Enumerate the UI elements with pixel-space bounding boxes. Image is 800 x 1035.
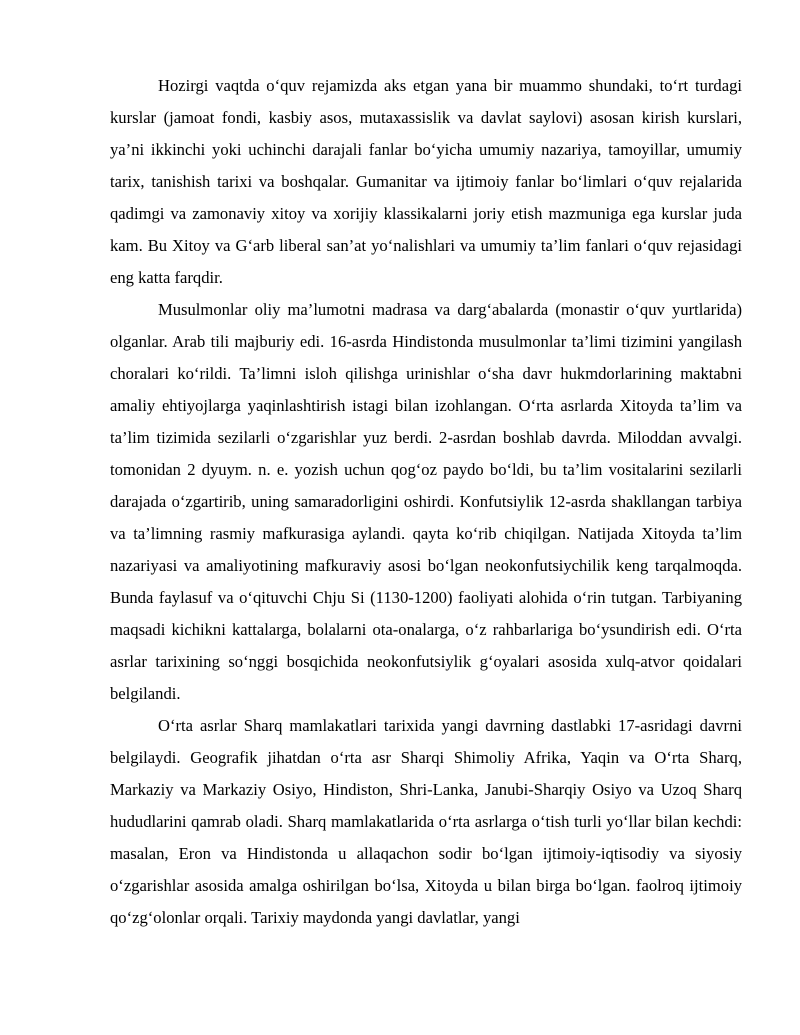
paragraph-3: O‘rta asrlar Sharq mamlakatlari tarixida yangi davrning dastlabki 17-asridagi davrni belgilaydi. Geografik jihatdan o‘rta asr Sharqi Shimoliy Afrika, Yaqin va O‘rta Sharq, Markaziy va Markaziy Osiyo, Hindiston, Shri-Lanka, Janubi-Sharqiy Osiyo va Uzoq Sharq hududlarini qamrab oladi. Sharq mamlakatlarida o‘rta asrlarga o‘tish turli yo‘llar bilan kechdi: masalan, Eron va Hindistonda u allaqachon sodir bo‘lgan ijtimoiy-iqtisodiy va siyosiy o‘zgarishlar asosida amalga oshirilgan bo‘lsa, Xitoyda u bilan birga bo‘lgan. faolroq ijtimoiy qo‘zg‘olonlar orqali. Tarixiy maydonda yangi davlatlar, yangi: [110, 716, 742, 927]
paragraph-1: Hozirgi vaqtda o‘quv rejamizda aks etgan yana bir muammo shundaki, to‘rt turdagi kurslar (jamoat fondi, kasbiy asos, mutaxassislik va davlat saylovi) asosan kirish kurslari, ya’ni ikkinchi yoki uchinchi darajali fanlar bo‘yicha umumiy nazariya, tamoyillar, umumiy tarix, tanishish tarixi va boshqalar. Gumanitar va ijtimoiy fanlar bo‘limlari o‘quv rejalarida qadimgi va zamonaviy xitoy va xorijiy klassikalarni joriy etish mazmuniga ega kurslar juda kam. Bu Xitoy va G‘arb liberal san’at yo‘nalishlari va umumiy ta’lim fanlari o‘quv rejasidagi eng katta farqdir.: [110, 76, 742, 287]
document-page: [110, 70, 742, 934]
paragraph-2: Musulmonlar oliy ma’lumotni madrasa va darg‘abalarda (monastir o‘quv yurtlarida) olganlar. Arab tili majburiy edi. 16-asrda Hindistonda musulmonlar ta’limi tizimini yangilash choralari ko‘rildi. Ta’limni isloh qilishga urinishlar o‘sha davr hukmdorlarining maktabni amaliy ehtiyojlarga yaqinlashtirish istagi bilan izohlangan. O‘rta asrlarda Xitoyda ta’lim va ta’lim tizimida sezilarli o‘zgarishlar yuz berdi. 2-asrdan boshlab davrda. Miloddan avvalgi. tomonidan 2 dyuym. n. e. yozish uchun qog‘oz paydo bo‘ldi, bu ta’lim vositalarini sezilarli darajada o‘zgartirib, uning samaradorligini oshirdi. Konfutsiylik 12-asrda shakllangan tarbiya va ta’limning rasmiy mafkurasiga aylandi. qayta ko‘rib chiqilgan. Natijada Xitoyda ta’lim nazariyasi va amaliyotining mafkuraviy asosi bo‘lgan neokonfutsiychilik keng tarqalmoqda. Bunda faylasuf va o‘qituvchi Chju Si (1130-1200) faoliyati alohida o‘rin tutgan. Tarbiyaning maqsadi kichikni kattalarga, bolalarni ota-onalarga, o‘z rahbarlariga bo‘ysundirish edi. O‘rta asrlar tarixining so‘nggi bosqichida neokonfutsiylik g‘oyalari asosida xulq-atvor qoidalari belgilandi.: [110, 300, 742, 703]
